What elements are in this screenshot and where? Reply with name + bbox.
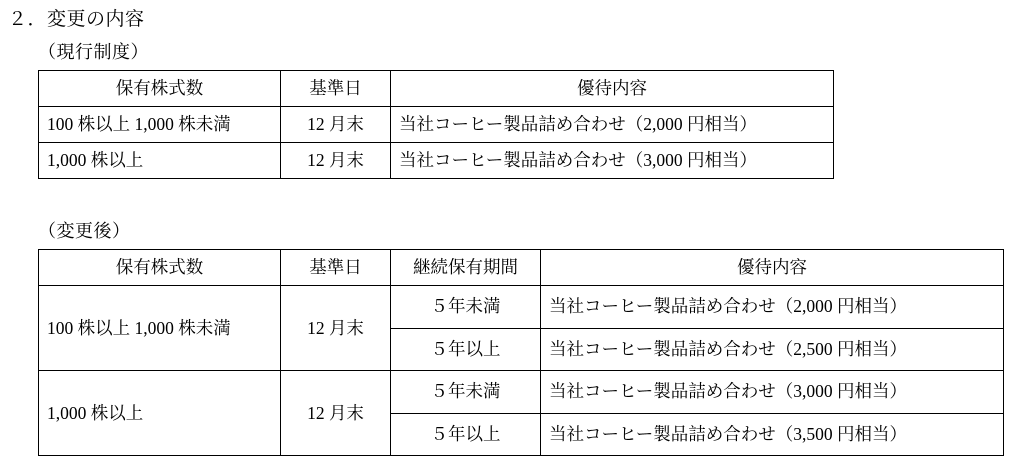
table-row [39,286,1004,329]
column-header-holding-period: 継続保有期間 [391,250,541,286]
table-header-row [39,250,1004,286]
cell-shares: 100 株以上 1,000 株未満 [39,286,281,371]
cell-record-date: 12 月末 [281,286,391,371]
table-header-row [39,71,834,107]
current-system-table [38,70,834,179]
revised-system-table [38,249,1004,456]
cell-record-date: 12 月末 [281,143,391,179]
column-header-record-date: 基準日 [281,71,391,107]
cell-benefit: 当社コーヒー製品詰め合わせ（2,000 円相当） [391,107,834,143]
cell-holding-period: ５年以上 [391,413,541,456]
revised-system-label: （変更後） [38,221,131,241]
column-header-benefit: 優待内容 [541,250,1004,286]
current-system-block [38,38,834,179]
column-header-shares: 保有株式数 [39,71,281,107]
table-row [39,107,834,143]
cell-record-date: 12 月末 [281,371,391,456]
cell-holding-period: ５年以上 [391,328,541,371]
cell-record-date: 12 月末 [281,107,391,143]
column-header-benefit: 優待内容 [391,71,834,107]
table-row [39,143,834,179]
revised-system-block [38,217,1004,456]
table-row [39,371,1004,414]
cell-benefit: 当社コーヒー製品詰め合わせ（3,000 円相当） [541,371,1004,414]
section-heading: ２．変更の内容 [8,9,145,30]
cell-benefit: 当社コーヒー製品詰め合わせ（3,000 円相当） [391,143,834,179]
column-header-shares: 保有株式数 [39,250,281,286]
column-header-record-date: 基準日 [281,250,391,286]
cell-holding-period: ５年未満 [391,371,541,414]
cell-benefit: 当社コーヒー製品詰め合わせ（3,500 円相当） [541,413,1004,456]
cell-benefit: 当社コーヒー製品詰め合わせ（2,000 円相当） [541,286,1004,329]
cell-shares: 1,000 株以上 [39,143,281,179]
cell-holding-period: ５年未満 [391,286,541,329]
cell-shares: 100 株以上 1,000 株未満 [39,107,281,143]
current-system-label: （現行制度） [38,42,149,62]
cell-shares: 1,000 株以上 [39,371,281,456]
cell-benefit: 当社コーヒー製品詰め合わせ（2,500 円相当） [541,328,1004,371]
